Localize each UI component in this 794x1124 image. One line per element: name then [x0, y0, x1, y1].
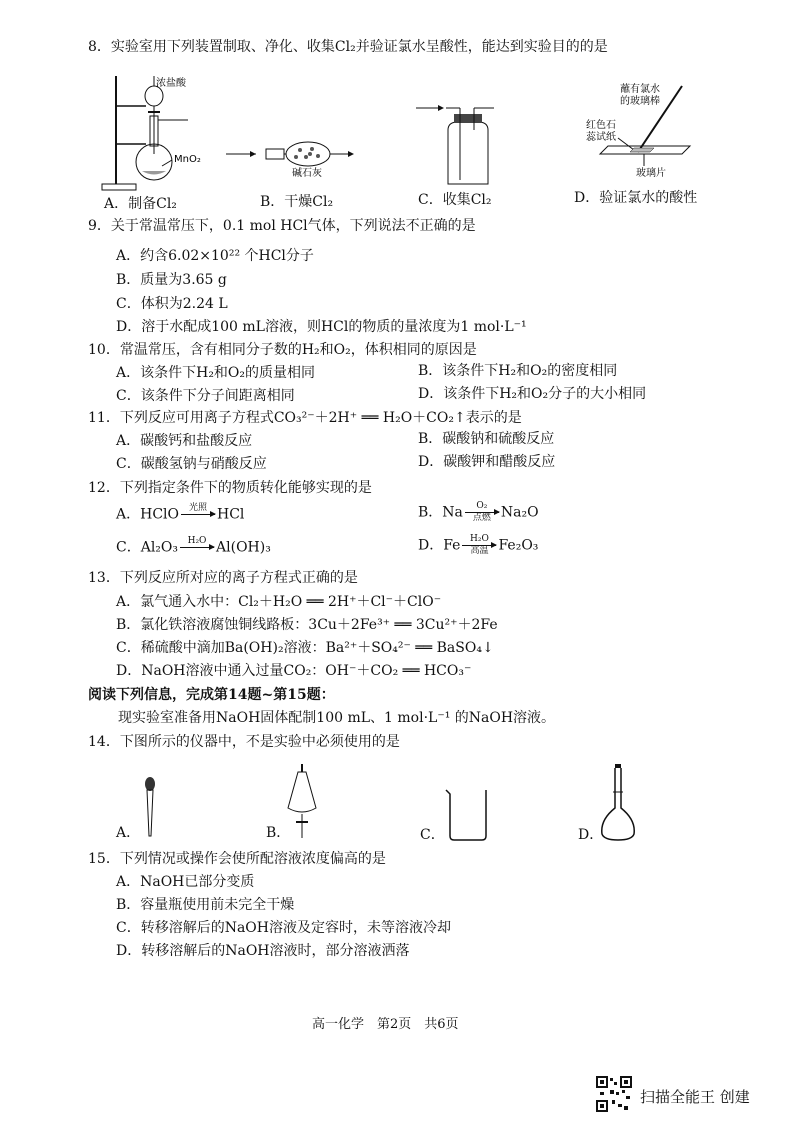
scanner-watermark: 扫描全能王 创建	[640, 1088, 750, 1106]
q8-label-paper-2: 蕊试纸	[586, 132, 616, 143]
q15-option-a: A．NaOH已部分变质	[116, 874, 255, 890]
qr-code-icon	[596, 1076, 632, 1112]
separatory-funnel-icon	[284, 764, 320, 840]
reading-title: 阅读下列信息，完成第14题~第15题：	[88, 687, 335, 703]
q11-stem: 11．下列反应可用离子方程式CO₃²⁻＋2H⁺ ══ H₂O＋CO₂↑表示的是	[88, 410, 522, 426]
q13-option-a: A．氯气通入水中：Cl₂＋H₂O ══ 2H⁺＋Cl⁻＋ClO⁻	[116, 594, 442, 610]
q15-stem: 15．下列情况或操作会使所配溶液浓度偏高的是	[88, 851, 386, 867]
q8-label-paper-1: 红色石	[586, 120, 616, 131]
q8-label-lime: 碱石灰	[292, 168, 322, 178]
q8-figure-a	[96, 66, 236, 196]
q12-option-c: C．Al₂O₃ H₂O Al(OH)₃	[116, 536, 271, 556]
q10-option-b: B．该条件下H₂和O₂的密度相同	[418, 363, 618, 379]
q15-option-b: B．容量瓶使用前未完全干燥	[116, 897, 295, 913]
q15-option-d: D．转移溶解后的NaOH溶液时，部分溶液洒落	[116, 943, 410, 959]
q13-option-b: B．氯化铁溶液腐蚀铜线路板：3Cu＋2Fe³⁺ ══ 3Cu²⁺＋2Fe	[116, 617, 498, 633]
q12-stem: 12．下列指定条件下的物质转化能够实现的是	[88, 480, 372, 496]
q14-option-a: A．	[116, 825, 141, 841]
reading-text: 现实验室准备用NaOH固体配制100 mL、1 mol·L⁻¹ 的NaOH溶液。	[118, 710, 556, 726]
q8-label-rod-1: 蘸有氯水	[620, 84, 660, 95]
q9-option-b: B．质量为3.65 g	[116, 272, 227, 288]
q10-option-c: C．该条件下分子间距离相同	[116, 388, 295, 404]
q11-option-d: D．碳酸钾和醋酸反应	[418, 454, 556, 470]
q13-stem: 13．下列反应所对应的离子方程式正确的是	[88, 570, 358, 586]
q8-figure-c	[416, 100, 496, 190]
q9-option-c: C．体积为2.24 L	[116, 296, 228, 312]
q8-option-b: B．干燥Cl₂	[260, 194, 334, 210]
q8-label-glass: 玻璃片	[636, 168, 666, 179]
q10-option-a: A．该条件下H₂和O₂的质量相同	[116, 365, 316, 381]
q8-label-hcl: 浓盐酸	[156, 78, 186, 89]
q8-label-rod-2: 的玻璃棒	[620, 96, 660, 107]
q9-option-d: D．溶于水配成100 mL溶液，则HCl的物质的量浓度为1 mol·L⁻¹	[116, 319, 527, 335]
q11-option-c: C．碳酸氢钠与硝酸反应	[116, 456, 267, 472]
q8-label-mno2: MnO₂	[174, 154, 201, 165]
q8-option-a: A．制备Cl₂	[104, 196, 177, 212]
q14-option-b: B．	[266, 825, 291, 841]
q15-option-c: C．转移溶解后的NaOH溶液及定容时，未等溶液冷却	[116, 920, 451, 936]
q9-option-a: A．约含6.02×10²² 个HCl分子	[116, 248, 314, 264]
q10-stem: 10．常温常压，含有相同分子数的H₂和O₂，体积相同的原因是	[88, 342, 477, 358]
q8-option-d: D．验证氯水的酸性	[574, 190, 698, 206]
q8-figure-d	[586, 80, 706, 186]
q10-option-d: D．该条件下H₂和O₂分子的大小相同	[418, 386, 647, 402]
q11-option-b: B．碳酸钠和硫酸反应	[418, 431, 555, 447]
q12-option-d: D．Fe H₂O 高温 Fe₂O₃	[418, 534, 539, 556]
q14-option-c: C．	[420, 827, 445, 843]
q13-option-d: D．NaOH溶液中通入过量CO₂：OH⁻＋CO₂ ══ HCO₃⁻	[116, 663, 472, 679]
volumetric-flask-icon	[596, 764, 640, 844]
q8-stem: 8．实验室用下列装置制取、净化、收集Cl₂并验证氯水呈酸性，能达到实验目的的是	[88, 39, 608, 55]
dropper-icon	[140, 776, 160, 842]
beaker-icon	[442, 786, 492, 842]
q14-option-d: D．	[578, 827, 604, 843]
q12-option-b: B．Na O₂ 点燃 Na₂O	[418, 501, 539, 523]
q11-option-a: A．碳酸钙和盐酸反应	[116, 433, 253, 449]
q13-option-c: C．稀硫酸中滴加Ba(OH)₂溶液：Ba²⁺＋SO₄²⁻ ══ BaSO₄↓	[116, 640, 494, 656]
q14-stem: 14．下图所示的仪器中，不是实验中必须使用的是	[88, 734, 400, 750]
q8-figure-b	[226, 138, 356, 178]
q9-stem: 9．关于常温常压下，0.1 mol HCl气体，下列说法不正确的是	[88, 218, 476, 234]
q8-option-c: C．收集Cl₂	[418, 192, 492, 208]
page-footer: 高一化学 第2页 共6页	[312, 1017, 459, 1032]
q12-option-a: A．HClO 光照 HCl	[116, 503, 245, 523]
